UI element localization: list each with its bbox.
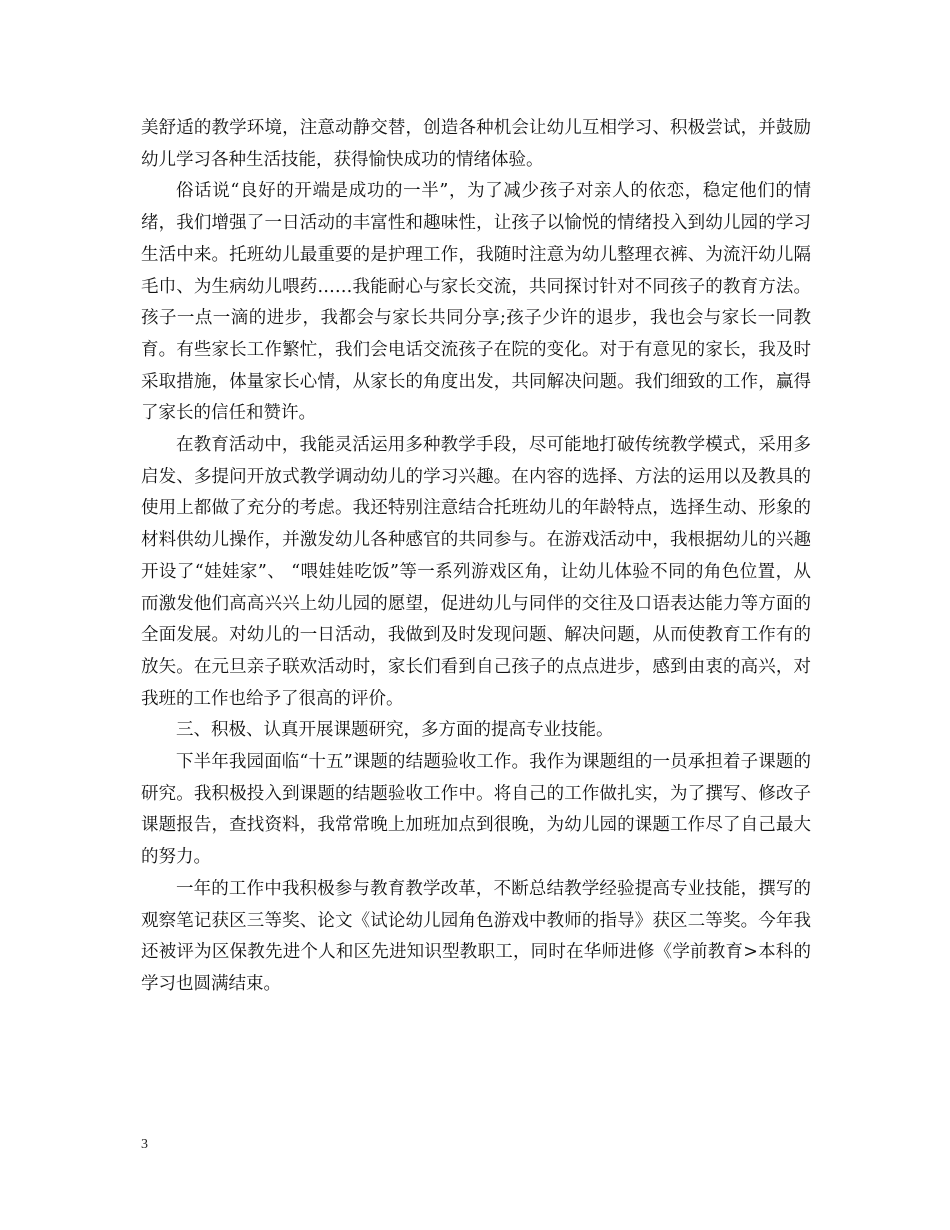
paragraph-research-project: 下半年我园面临“十五”课题的结题验收工作。我作为课题组的一员承担着子课题的研究。我积极投入到课题的结题验收工作中。将自己的工作做扎实，为了撰写、修改子课题报告，查找资料，我常常晚上加班加点到很晚，为幼儿园的课题工作尽了自己最大的努力。 — [141, 752, 811, 868]
document-body — [141, 113, 811, 1001]
section-heading-research: 三、积极、认真开展课题研究，多方面的提高专业技能。 — [176, 720, 614, 741]
paragraph-good-start: 俗话说“良好的开端是成功的一半”，为了减少孩子对亲人的依恋，稳定他们的情绪，我们增强了一日活动的丰富性和趣味性，让孩子以愉悦的情绪投入到幼儿园的学习生活中来。托班幼儿最重要的是护理工作，我随时注意为幼儿整理衣裤、为流汗幼儿隔毛巾、为生病幼儿喂药……我能耐心与家长交流，共同探讨针对不同孩子的教育方法。孩子一点一滴的进步，我都会与家长共同分享;孩子少许的退步，我也会与家长一同教育。有些家长工作繁忙，我们会电话交流孩子在院的变化。对于有意见的家长，我及时采取措施，体量家长心情，从家长的角度出发，共同解决问题。我们细致的工作，赢得了家长的信任和赞许。 — [141, 181, 811, 424]
page-number: 3 — [141, 1137, 148, 1152]
paragraph-education-activities: 在教育活动中，我能灵活运用多种教学手段，尽可能地打破传统教学模式，采用多启发、多提问开放式教学调动幼儿的学习兴趣。在内容的选择、方法的运用以及教具的使用上都做了充分的考虑。我还特别注意结合托班幼儿的年龄特点，选择生动、形象的材料供幼儿操作，并激发幼儿各种感官的共同参与。在游戏活动中，我根据幼儿的兴趣开设了“娃娃家”、 “喂娃娃吃饭”等一系列游戏区角，让幼儿体验不同的角色位置，从而激发他们高高兴兴上幼儿园的愿望，促进幼儿与同伴的交往及口语表达能力等方面的全面发展。对幼儿的一日活动，我做到及时发现问题、解决问题，从而使教育工作有的放矢。在元旦亲子联欢活动时，家长们看到自己孩子的点点进步，感到由衷的高兴，对我班的工作也给予了很高的评价。 — [141, 435, 811, 709]
paragraph-continuation: 美舒适的教学环境，注意动静交替，创造各种机会让幼儿互相学习、积极尝试，并鼓励幼儿学习各种生活技能，获得愉快成功的情绪体验。 — [141, 118, 811, 170]
paragraph-yearly-achievements: 一年的工作中我积极参与教育教学改革，不断总结教学经验提高专业技能，撰写的观察笔记获区三等奖、论文《试论幼儿园角色游戏中教师的指导》获区二等奖。今年我还被评为区保教先进个人和区先进知识型教职工，同时在华师进修《学前教育>本科的学习也圆满结束。 — [141, 878, 811, 994]
